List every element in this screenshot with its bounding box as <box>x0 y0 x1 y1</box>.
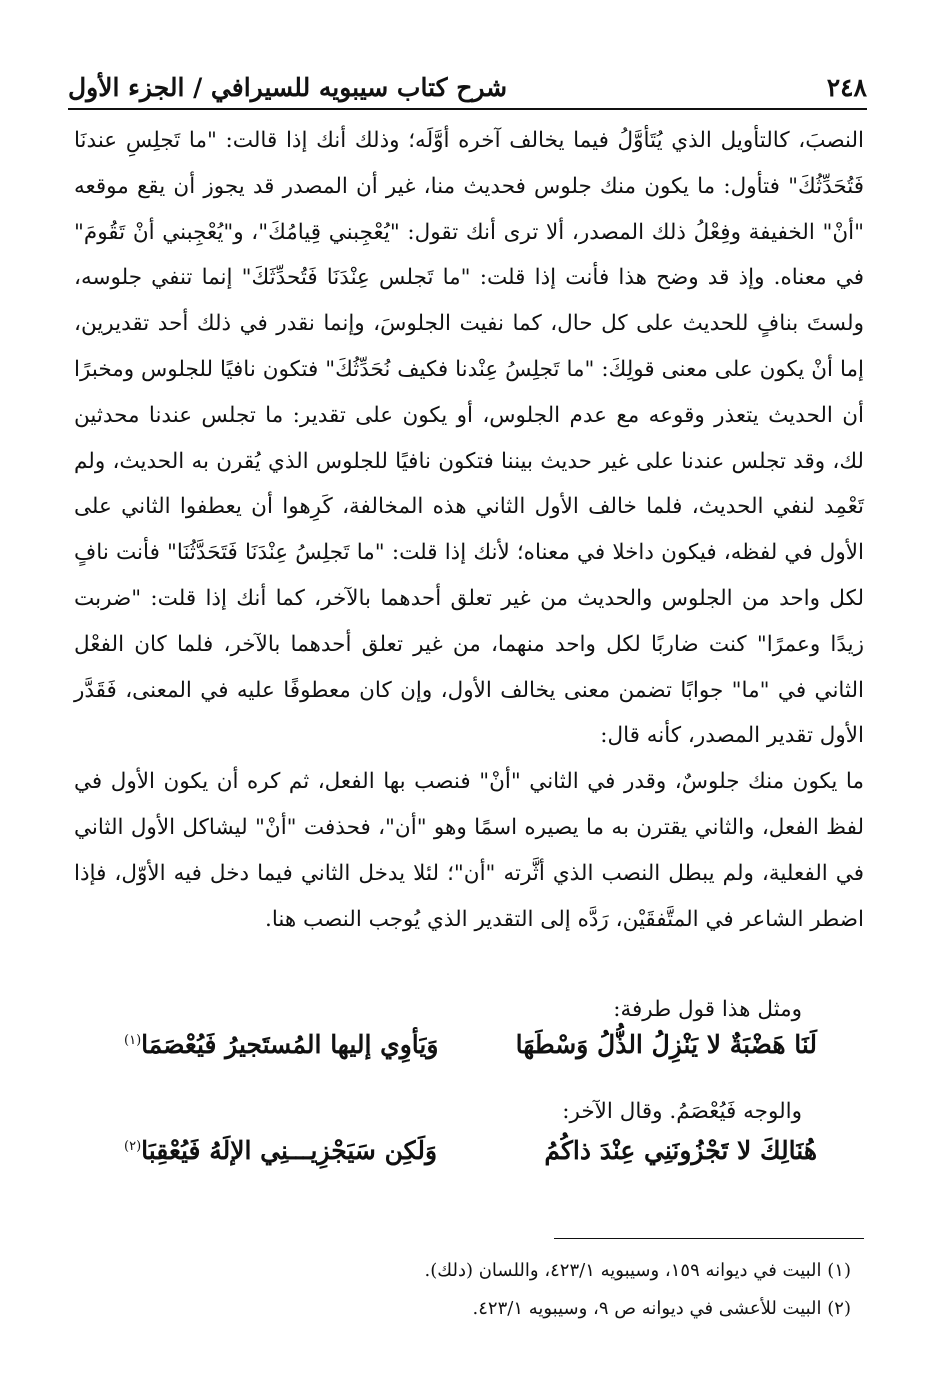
verse-2-second-hemistich <box>120 1136 437 1165</box>
footnote-1: (١) البيت في ديوانه ١٥٩، وسيبويه ٤٢٣/١، واللسان (دلك). <box>424 1260 851 1281</box>
verse-intro-2: والوجه فَيُعْصَمُ. وقال الآخر: <box>562 1099 802 1124</box>
verse-intro-1: ومثل هذا قول طرفة: <box>613 997 802 1022</box>
verse-2-second-hemistich-text: وَلَكِن سَيَجْزِيـــنِي الإلَهُ فَيُعْقِبَا <box>141 1136 438 1165</box>
header-rule <box>68 108 867 110</box>
verse-1 <box>120 1030 817 1080</box>
footnotes <box>74 1252 851 1328</box>
paragraph-1: النصبَ، كالتأويل الذي يُتَأوَّلُ فيما يخالف آخره أوَّلَه؛ وذلك أنك إذا قالت: "ما تَجلِسِ عندنَا فَتُحَدِّثُكَ" فتأول: ما يكون منك جلوس فحديث منا، غير أن المصدر قد يجوز أن يقع موقعه "أنْ" الخفيفة وفِعْلُ ذلك المصدر، ألا ترى أنك تقول: "يُعْجِبني قِيامُكَ"، و"يُعْجِبني أنْ تَقُومَ" في معناه. وإذ قد وضح هذا فأنت إذا قلت: "ما تَجلس عِنْدَنَا فَتُحدِّثَكَ" إنما تنفي جلوسه، ولستَ بنافٍ للحديث على كل حال، كما نفيت الجلوسَ، وإنما نقدر في ذلك أحد تقديرين، إما أنْ يكون على معنى قولِكَ: "ما تَجلِسُ عِنْدنا فكيف نُحَدِّثُكَ" فتكون نافيًا للجلوس ومخبرًا أن الحديث يتعذر وقوعه مع عدم الجلوس، أو يكون على تقدير: ما تجلس عندنا محدثين لك، وقد تجلس عندنا على غير حديث بيننا فتكون نافيًا للجلوس الذي يُقرن به الحديث، ولم تَعْمِد لنفي الحديث، فلما خالف الأول الثاني هذه المخالفة، كَرِهوا أن يعطفوا الثاني على الأول في لفظه، فيكون داخلا في معناه؛ لأنك إذا قلت: "ما تَجلِسُ عِنْدَنَا فَتَحَدَّثُنَا" فأنت نافٍ لكل واحد من الجلوس والحديث من غير تعلق أحدهما بالآخر، كما أنك إذا قلت: "ضربت زيدًا وعمرًا" كنت ضاربًا لكل واحد منهما، من غير تعلق أحدهما بالآخر، فلما كان الفعْل الثاني في "ما" جوابًا تضمن معنى يخالف الأول، وإن كان معطوفًا عليه في المعنى، فَقَدَّر الأول تقدير المصدر، كأنه قال: <box>74 128 864 749</box>
page-header <box>68 58 867 102</box>
footnote-marker-2: (٢) <box>124 1138 142 1154</box>
page-number: ٢٤٨ <box>826 73 867 102</box>
footnote-rule <box>554 1238 864 1239</box>
verse-2 <box>120 1136 817 1186</box>
footnote-2: (٢) البيت للأعشى في ديوانه ص ٩، وسيبويه ٤٢٣/١. <box>472 1298 851 1319</box>
paragraph-2: ما يكون منك جلوسٌ، وقدر في الثاني "أنْ" فنصب بها الفعل، ثم كره أن يكون الأول في لفظ الفعل، والثاني يقترن به ما يصيره اسمًا وهو "أن"، فحذفت "أنْ" ليشاكل الأول الثاني في الفعلية، ولم يبطل النصب الذي أثَّرته "أن"؛ لئلا يدخل الثاني فيما دخل فيه الأوّل، فإذا اضطر الشاعر في المتَّفقَيْن، رَدَّه إلى التقدير الذي يُوجب النصب هنا. <box>74 769 864 932</box>
main-text <box>74 118 864 942</box>
verse-1-second-hemistich-text: وَيَأوِي إليها المُستَجيرُ فَيُعْصَمَا <box>141 1030 439 1059</box>
verse-1-first-hemistich: لَنَا هَضْبَةٌ لا يَنْزِلُ الذُّلُ وَسْطَهَا <box>515 1030 817 1059</box>
running-title: شرح كتاب سيبويه للسيرافي / الجزء الأول <box>68 73 508 102</box>
verse-2-first-hemistich: هُنَالِكَ لا تَجْزُونَنِي عِنْدَ ذاكُمُ <box>544 1136 817 1165</box>
verse-1-second-hemistich <box>120 1030 438 1059</box>
footnote-marker-1: (١) <box>124 1032 142 1048</box>
